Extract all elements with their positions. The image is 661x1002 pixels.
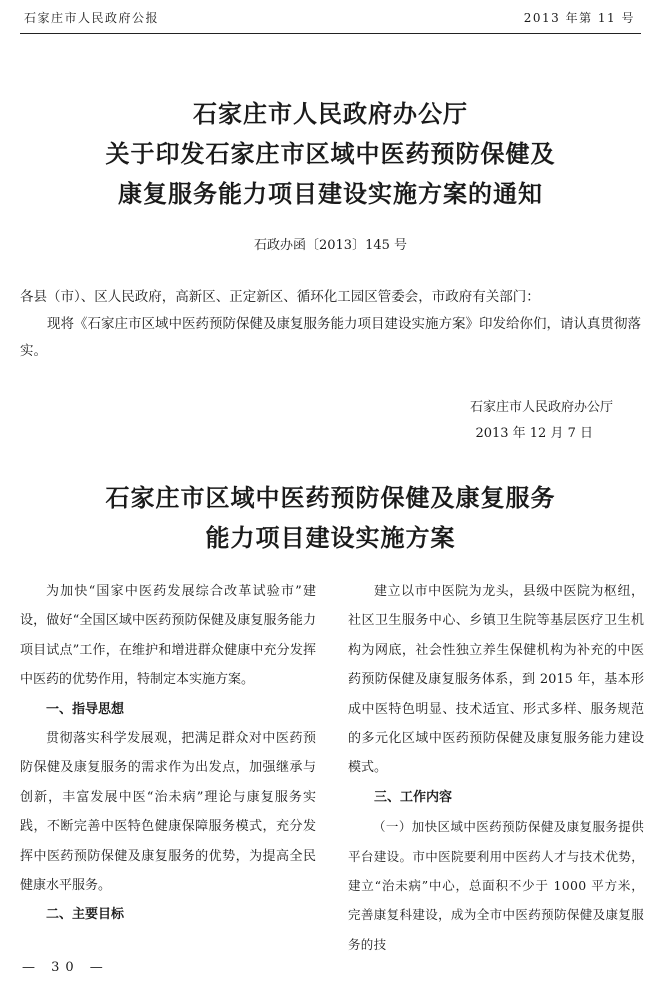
section-heading-work-content: 三、工作内容 (374, 789, 453, 805)
document-number: 石政办函〔2013〕145 号 (253, 238, 408, 253)
section-body-main-goals: 建立以市中医院为龙头，县级中医院为枢纽，社区卫生服务中心、乡镇卫生院等基层医疗卫生机构为网底，社会性独立养生保健机构为补充的中医药预防保健及康复服务体系，到 2015 年，基本形成中医特色明显、技术适宜、形式多样、服务规范的多元化区域中医药预防保健及康复服务能力建设模式。 (348, 584, 644, 776)
notice-title-line: 康复服务能力项目建设实施方案的通知 (118, 180, 543, 208)
section-heading-main-goals: 二、主要目标 (46, 907, 125, 923)
issue-date: 2013 年 12 月 7 日 (475, 426, 593, 441)
plan-title-line: 能力项目建设实施方案 (205, 524, 456, 552)
plan-title-line: 石家庄市区域中医药预防保健及康复服务 (105, 484, 556, 512)
section-body-guiding-ideology: 贯彻落实科学发展观，把满足群众对中医药预防保健及康复服务的需求作为出发点，加强继承与创新，丰富发展中医“治未病”理论与康复服务实践，不断完善中医特色健康保障服务模式，充分发挥中医药预防保健及康复服务的优势，为提高全民健康水平服务。 (20, 731, 316, 894)
issuer-name: 石家庄市人民政府办公厅 (469, 400, 613, 415)
plan-intro: 为加快“国家中医药发展综合改革试验市”建设，做好“全国区域中医药预防保健及康复服务能力项目试点”工作，在维护和增进群众健康中充分发挥中医药的优势作用，特制定本实施方案。 (20, 584, 316, 688)
notice-body: 现将《石家庄市区域中医药预防保健及康复服务能力项目建设实施方案》印发给你们，请认真贯彻落实。 (20, 316, 641, 359)
publication-name: 石家庄市人民政府公报 (24, 11, 160, 25)
right-column (348, 577, 644, 959)
notice-title (0, 94, 661, 214)
section-heading-guiding-ideology: 一、指导思想 (46, 701, 125, 717)
notice-signature (413, 395, 613, 447)
running-header (20, 9, 641, 34)
left-column (20, 577, 316, 930)
notice-title-line: 石家庄市人民政府办公厅 (193, 100, 468, 128)
page-number: — 30 — (22, 960, 109, 975)
notice-title-line: 关于印发石家庄市区域中医药预防保健及 (105, 140, 556, 168)
plan-title (0, 478, 661, 558)
notice-addressee: 各县（市）、区人民政府，高新区、正定新区、循环化工园区管委会，市政府有关部门： (20, 289, 540, 305)
work-item-1: （一）加快区域中医药预防保健及康复服务提供平台建设。市中医院要利用中医药人才与技术优势，建立“治未病”中心，总面积不少于 1000 平方米，完善康复科建设，成为全市中医药预防保健及康复服务的技 (348, 819, 644, 952)
issue-number: 2013 年第 11 号 (523, 11, 635, 25)
